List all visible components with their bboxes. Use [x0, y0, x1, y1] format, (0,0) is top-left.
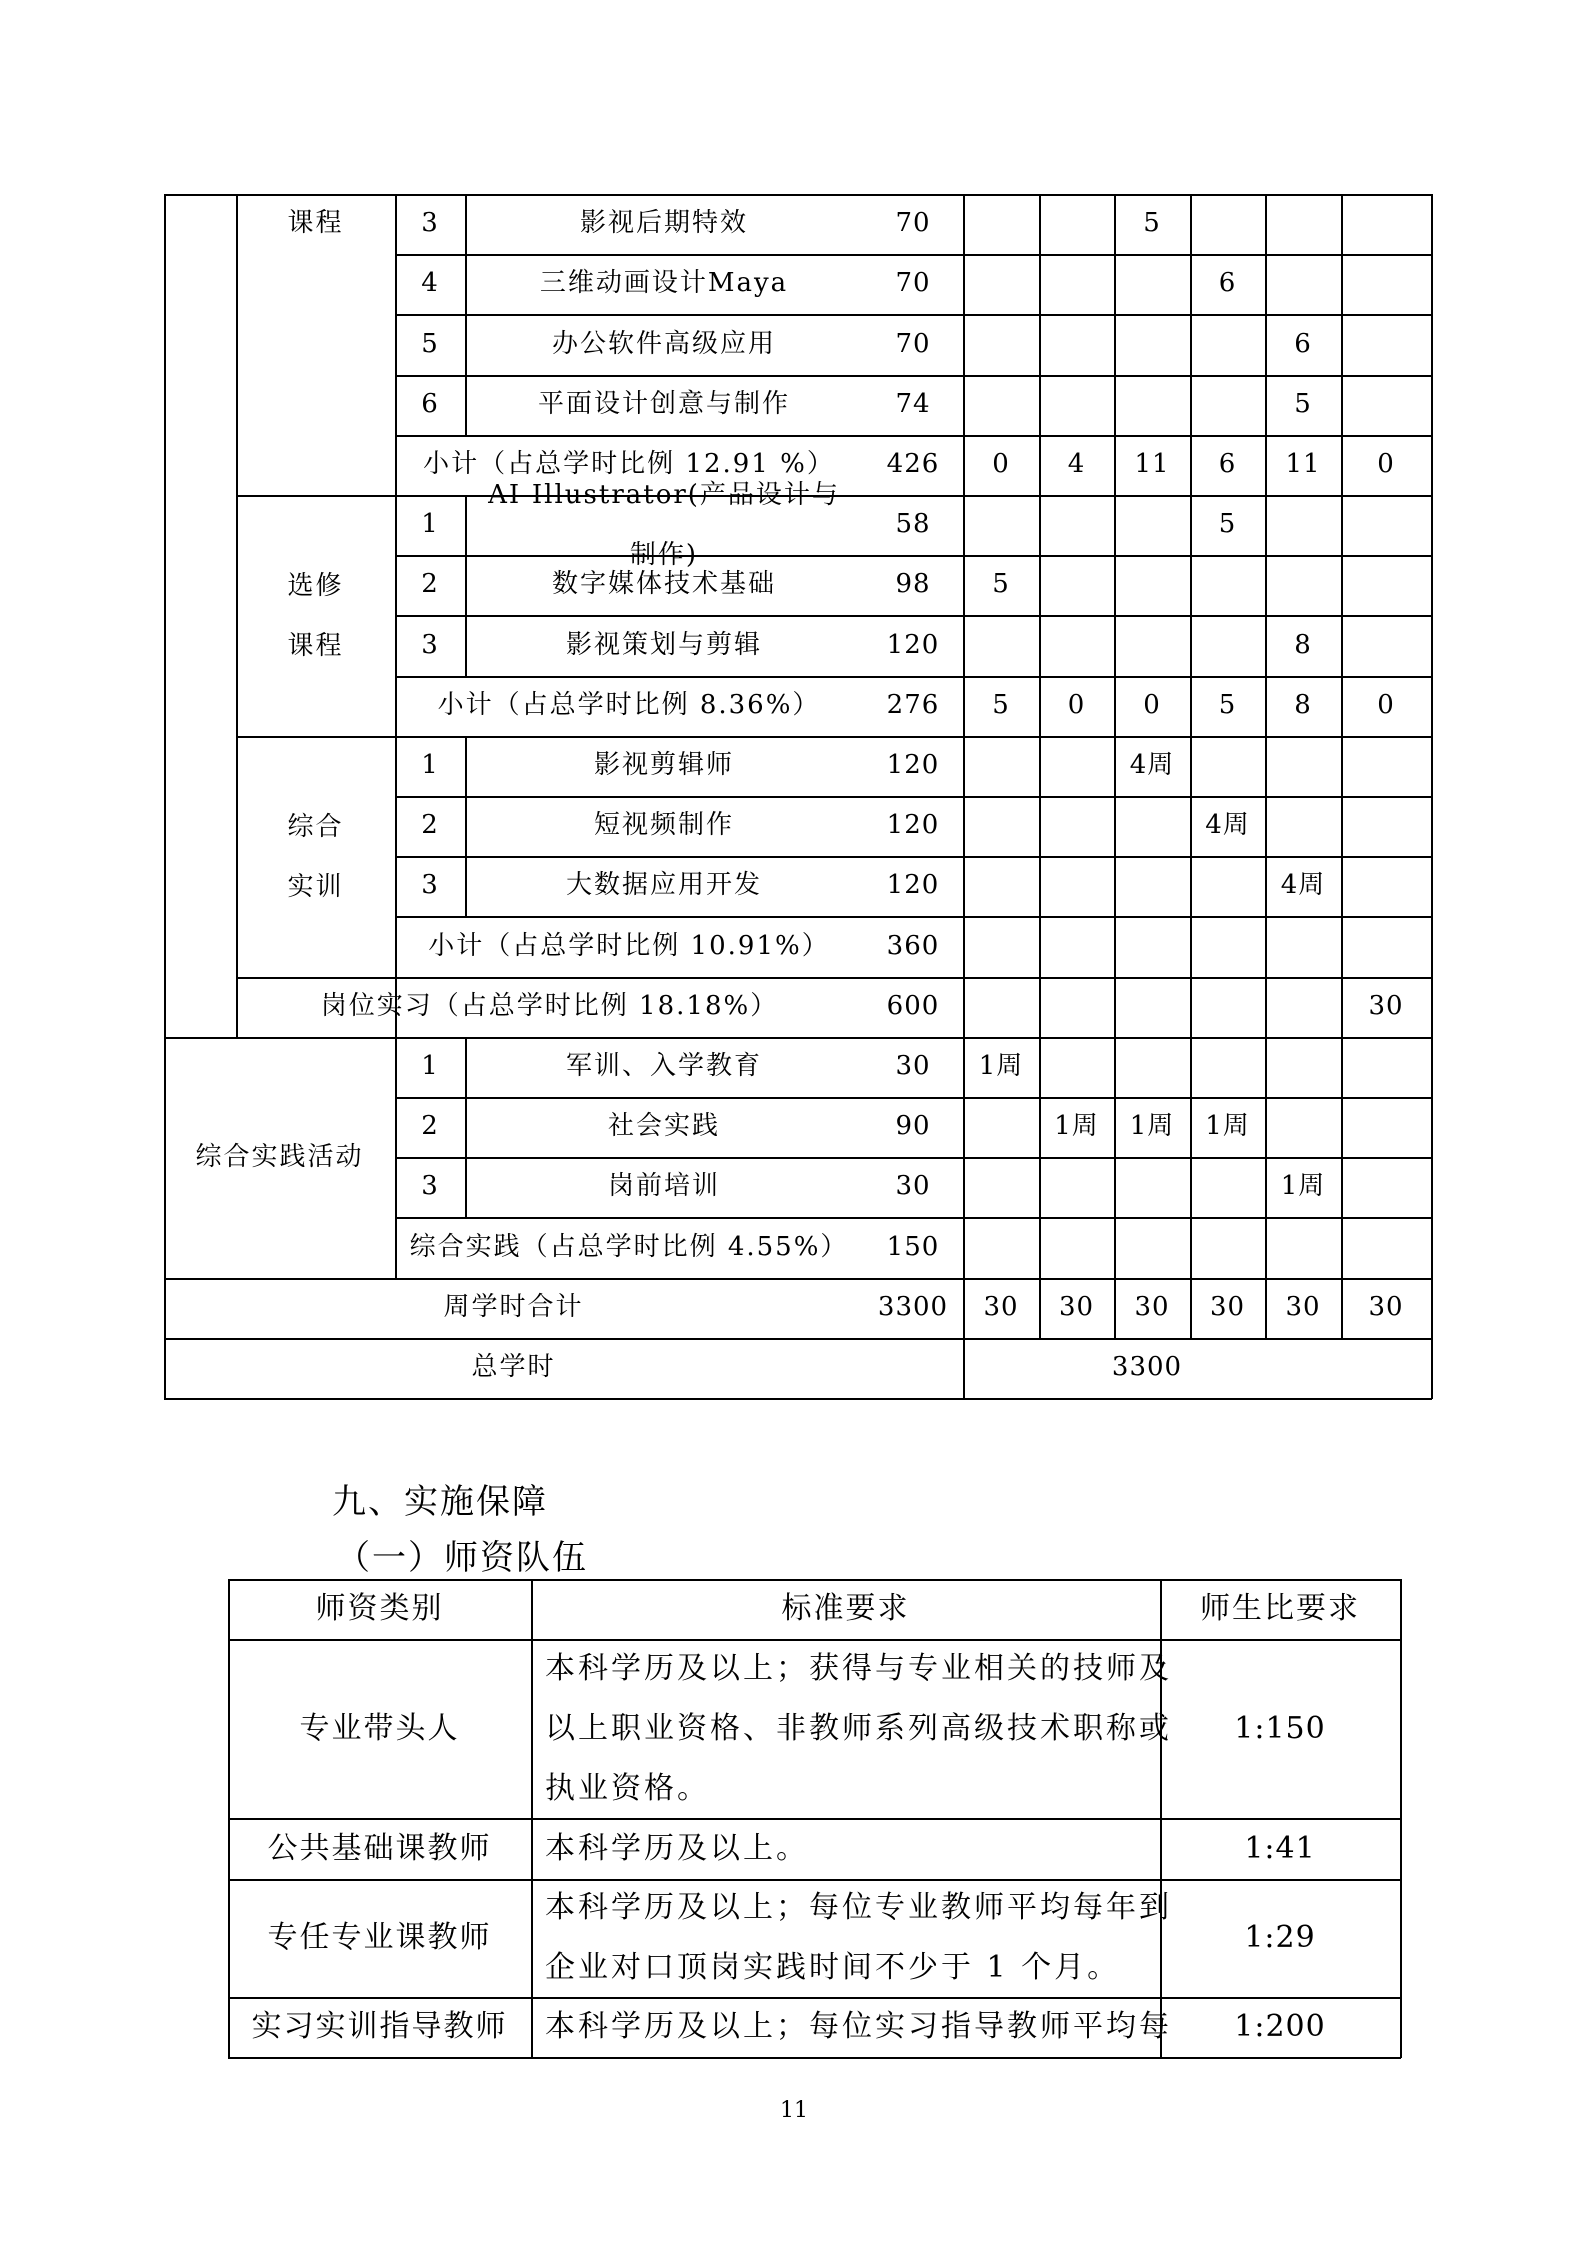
term-hours-cell [1190, 375, 1265, 435]
term-hours-cell [1341, 254, 1431, 314]
term-hours-cell [1341, 375, 1431, 435]
term-hours-cell: 30 [1134, 1292, 1170, 1323]
term-hours-cell [1265, 254, 1341, 314]
term-hours-cell [1265, 495, 1341, 555]
term-hours-cell [1039, 495, 1114, 555]
term-hours-cell [1265, 736, 1341, 796]
total-hours-value: 3300 [1111, 1352, 1183, 1383]
course-name: 社会实践 [607, 1111, 720, 1142]
term-hours-cell [1190, 1217, 1265, 1278]
group-label-required: 课程 [287, 208, 344, 239]
faculty-requirement-line: 企业对口顶岗实践时间不少于 1 个月。 [545, 1950, 1121, 1985]
term-hours-cell [1039, 916, 1114, 977]
term-hours-cell [1341, 856, 1431, 916]
faculty-requirement-line: 以上职业资格、非教师系列高级技术职称或 [545, 1711, 1172, 1746]
term-hours-cell [1341, 736, 1431, 796]
term-hours-cell [1114, 495, 1190, 555]
faculty-requirement [545, 1819, 809, 1879]
hours-value: 74 [895, 389, 931, 420]
column-header: 师生比要求 [1200, 1591, 1360, 1626]
term-hours-cell [1190, 555, 1265, 615]
term-hours-cell: 0 [1377, 449, 1395, 480]
term-hours-cell [1341, 796, 1431, 856]
term-hours-cell [1114, 856, 1190, 916]
term-hours-cell [1190, 1157, 1265, 1217]
subtotal-label: 小计（占总学时比例 10.91%） [428, 930, 830, 961]
group-label-practice: 综合实践活动 [195, 1141, 364, 1172]
course-name: 军训、入学教育 [565, 1051, 762, 1082]
term-hours-cell [963, 495, 1039, 555]
subtotal-label: 综合实践（占总学时比例 4.55%） [409, 1231, 849, 1262]
term-hours-cell [1039, 555, 1114, 615]
hours-value: 58 [895, 509, 931, 540]
term-hours-cell: 0 [992, 449, 1010, 480]
hours-value: 360 [886, 930, 940, 961]
term-hours-cell [1114, 254, 1190, 314]
term-hours-cell [1114, 1217, 1190, 1278]
course-name: 影视剪辑师 [593, 750, 734, 781]
hours-value: 276 [886, 690, 940, 721]
hours-value: 120 [886, 750, 940, 781]
term-hours-cell: 30 [983, 1292, 1019, 1323]
hours-value: 98 [895, 569, 931, 600]
course-name: 岗前培训 [607, 1171, 720, 1202]
faculty-category: 专任专业课教师 [267, 1920, 492, 1955]
term-hours-cell [1265, 977, 1341, 1037]
term-hours-cell [1114, 1037, 1190, 1097]
term-hours-cell [963, 375, 1039, 435]
term-hours-cell [1039, 736, 1114, 796]
term-hours-cell [1341, 1097, 1431, 1157]
section-heading: 九、实施保障 [332, 1482, 548, 1522]
term-hours-cell: 5 [992, 690, 1010, 721]
hours-value: 600 [886, 991, 940, 1022]
group-label-training-line: 综合 [287, 811, 344, 842]
hours-value: 3300 [877, 1292, 949, 1323]
term-hours-cell [1265, 1097, 1341, 1157]
term-hours-cell [1039, 314, 1114, 375]
term-hours-cell: 6 [1294, 328, 1312, 359]
hours-value: 30 [895, 1171, 931, 1202]
term-hours-cell [1114, 375, 1190, 435]
term-hours-cell: 30 [1058, 1292, 1095, 1323]
term-hours-cell: 5 [1294, 389, 1312, 420]
term-hours-cell [1265, 1217, 1341, 1278]
faculty-requirement [545, 1878, 1172, 1998]
course-number: 2 [421, 810, 439, 841]
hours-value: 120 [886, 810, 940, 841]
course-number: 6 [421, 389, 439, 420]
hours-value: 120 [886, 870, 940, 901]
course-name-line: AI-Illustrator(产品设计与 [488, 480, 840, 510]
course-name: 平面设计创意与制作 [537, 389, 790, 420]
course-name: 办公软件高级应用 [551, 328, 776, 359]
term-hours-cell: 4 [1067, 449, 1086, 480]
term-hours-cell: 5 [1218, 509, 1237, 540]
group-label-training-line: 实训 [287, 871, 344, 902]
term-hours-cell: 30 [1368, 991, 1404, 1022]
term-hours-cell [1190, 736, 1265, 796]
term-hours-cell [1190, 194, 1265, 254]
term-hours-cell [1039, 1037, 1114, 1097]
table-rule [531, 1579, 533, 2058]
term-hours-cell [963, 1097, 1039, 1157]
term-hours-cell [1039, 1217, 1114, 1278]
term-hours-cell [1341, 555, 1431, 615]
course-name: 三维动画设计Maya [539, 268, 789, 299]
term-hours-cell: 5 [1218, 690, 1237, 721]
term-hours-cell: 6 [1218, 268, 1237, 299]
term-hours-cell: 4周 [1129, 750, 1175, 781]
term-hours-cell [1190, 1037, 1265, 1097]
course-number: 1 [421, 509, 439, 540]
term-hours-cell [1114, 916, 1190, 977]
term-hours-cell [963, 1157, 1039, 1217]
teacher-student-ratio: 1:200 [1234, 2009, 1326, 2044]
term-hours-cell [1039, 254, 1114, 314]
course-number: 3 [421, 208, 439, 239]
page-number: 11 [780, 2098, 808, 2123]
term-hours-cell [1039, 796, 1114, 856]
term-hours-cell: 4周 [1280, 870, 1326, 901]
term-hours-cell: 30 [1209, 1292, 1246, 1323]
term-hours-cell [1114, 796, 1190, 856]
term-hours-cell: 0 [1377, 690, 1395, 721]
term-hours-cell: 1周 [1054, 1111, 1099, 1142]
faculty-requirement [545, 1997, 1172, 2057]
faculty-category: 实习实训指导教师 [251, 2009, 508, 2044]
term-hours-cell [1190, 314, 1265, 375]
faculty-category: 专业带头人 [299, 1710, 460, 1746]
term-hours-cell: 30 [1368, 1292, 1404, 1323]
course-number: 5 [421, 328, 439, 359]
group-label-training [236, 736, 395, 977]
table-rule [1400, 1579, 1402, 2058]
term-hours-cell: 30 [1285, 1292, 1321, 1323]
faculty-requirement-line: 本科学历及以上。 [545, 1831, 809, 1866]
course-name: 大数据应用开发 [565, 870, 762, 901]
faculty-category: 公共基础课教师 [267, 1830, 492, 1866]
term-hours-cell [1190, 977, 1265, 1037]
course-number: 3 [421, 870, 439, 901]
total-label: 周学时合计 [443, 1292, 584, 1323]
faculty-requirement-line: 本科学历及以上；获得与专业相关的技师及 [545, 1651, 1172, 1686]
total-label: 总学时 [471, 1352, 556, 1383]
term-hours-cell [1114, 977, 1190, 1037]
term-hours-cell: 0 [1067, 690, 1086, 721]
term-hours-cell [963, 254, 1039, 314]
course-number: 2 [421, 1111, 439, 1142]
term-hours-cell [1265, 194, 1341, 254]
course-name [465, 480, 863, 570]
term-hours-cell: 11 [1285, 449, 1321, 480]
course-name: 数字媒体技术基础 [551, 569, 776, 600]
term-hours-cell [1265, 555, 1341, 615]
term-hours-cell [963, 615, 1039, 676]
term-hours-cell [963, 796, 1039, 856]
term-hours-cell: 1周 [978, 1051, 1024, 1082]
term-hours-cell: 8 [1294, 690, 1312, 721]
term-hours-cell [1265, 916, 1341, 977]
term-hours-cell: 6 [1218, 449, 1237, 480]
teacher-student-ratio: 1:41 [1244, 1830, 1316, 1866]
term-hours-cell [1341, 916, 1431, 977]
term-hours-cell [1114, 314, 1190, 375]
term-hours-cell [963, 856, 1039, 916]
term-hours-cell [1039, 1157, 1114, 1217]
table-rule [228, 2057, 1401, 2059]
course-name: 影视后期特效 [579, 208, 748, 239]
term-hours-cell: 0 [1143, 690, 1161, 721]
term-hours-cell [963, 314, 1039, 375]
term-hours-cell [1039, 977, 1114, 1037]
term-hours-cell [1190, 615, 1265, 676]
term-hours-cell [1114, 555, 1190, 615]
term-hours-cell [1039, 194, 1114, 254]
term-hours-cell [1341, 1037, 1431, 1097]
hours-value: 70 [895, 208, 931, 239]
hours-value: 150 [886, 1231, 940, 1262]
term-hours-cell [1341, 495, 1431, 555]
table-rule [1431, 194, 1433, 1399]
group-label-elective [236, 495, 395, 736]
course-name: 影视策划与剪辑 [565, 629, 762, 660]
term-hours-cell [1341, 1157, 1431, 1217]
term-hours-cell [1265, 796, 1341, 856]
term-hours-cell [963, 1217, 1039, 1278]
term-hours-cell: 8 [1294, 629, 1312, 660]
subsection-heading: （一）师资队伍 [336, 1538, 588, 1578]
column-header: 师资类别 [315, 1591, 444, 1626]
hours-value: 30 [895, 1051, 931, 1082]
subtotal-label: 小计（占总学时比例 8.36%） [437, 690, 821, 721]
course-name-line: 制作) [629, 540, 699, 570]
course-name: 短视频制作 [593, 810, 734, 841]
faculty-requirement-line: 执业资格。 [545, 1771, 710, 1806]
hours-value: 120 [886, 629, 940, 660]
course-number: 3 [421, 1171, 439, 1202]
hours-value: 426 [886, 449, 940, 480]
group-label-elective-line: 课程 [287, 630, 344, 661]
term-hours-cell: 1周 [1280, 1171, 1326, 1202]
term-hours-cell [1114, 1157, 1190, 1217]
term-hours-cell [1341, 194, 1431, 254]
term-hours-cell: 5 [1143, 208, 1161, 239]
term-hours-cell [1114, 615, 1190, 676]
term-hours-cell [963, 736, 1039, 796]
term-hours-cell [1341, 615, 1431, 676]
term-hours-cell: 4周 [1205, 810, 1250, 841]
term-hours-cell: 1周 [1205, 1111, 1250, 1142]
term-hours-cell [963, 916, 1039, 977]
hours-value: 90 [895, 1111, 931, 1142]
hours-value: 70 [895, 268, 931, 299]
term-hours-cell [1341, 314, 1431, 375]
course-number: 1 [421, 750, 439, 781]
table-rule [164, 1398, 1432, 1400]
subtotal-label: 岗位实习（占总学时比例 18.18%） [320, 991, 779, 1022]
term-hours-cell [1039, 856, 1114, 916]
faculty-requirement-line: 本科学历及以上；每位专业教师平均每年到 [545, 1890, 1172, 1925]
term-hours-cell: 11 [1134, 449, 1170, 480]
term-hours-cell: 5 [992, 569, 1010, 600]
course-number: 4 [421, 268, 439, 299]
term-hours-cell [963, 194, 1039, 254]
term-hours-cell [963, 977, 1039, 1037]
course-number: 2 [421, 569, 439, 600]
term-hours-cell [1039, 615, 1114, 676]
teacher-student-ratio: 1:150 [1234, 1710, 1326, 1746]
term-hours-cell: 1周 [1129, 1111, 1175, 1142]
faculty-requirement-line: 本科学历及以上；每位实习指导教师平均每 [545, 2009, 1172, 2044]
teacher-student-ratio: 1:29 [1244, 1920, 1316, 1955]
course-number: 3 [421, 629, 439, 660]
hours-value: 70 [895, 328, 931, 359]
term-hours-cell [1190, 856, 1265, 916]
subtotal-label: 小计（占总学时比例 12.91 %） [423, 449, 835, 480]
group-label-elective-line: 选修 [287, 570, 344, 601]
term-hours-cell [1190, 916, 1265, 977]
term-hours-cell [1341, 1217, 1431, 1278]
column-header: 标准要求 [781, 1591, 910, 1626]
faculty-requirement [545, 1639, 1172, 1819]
term-hours-cell [1265, 1037, 1341, 1097]
course-number: 1 [421, 1051, 439, 1082]
term-hours-cell [1039, 375, 1114, 435]
